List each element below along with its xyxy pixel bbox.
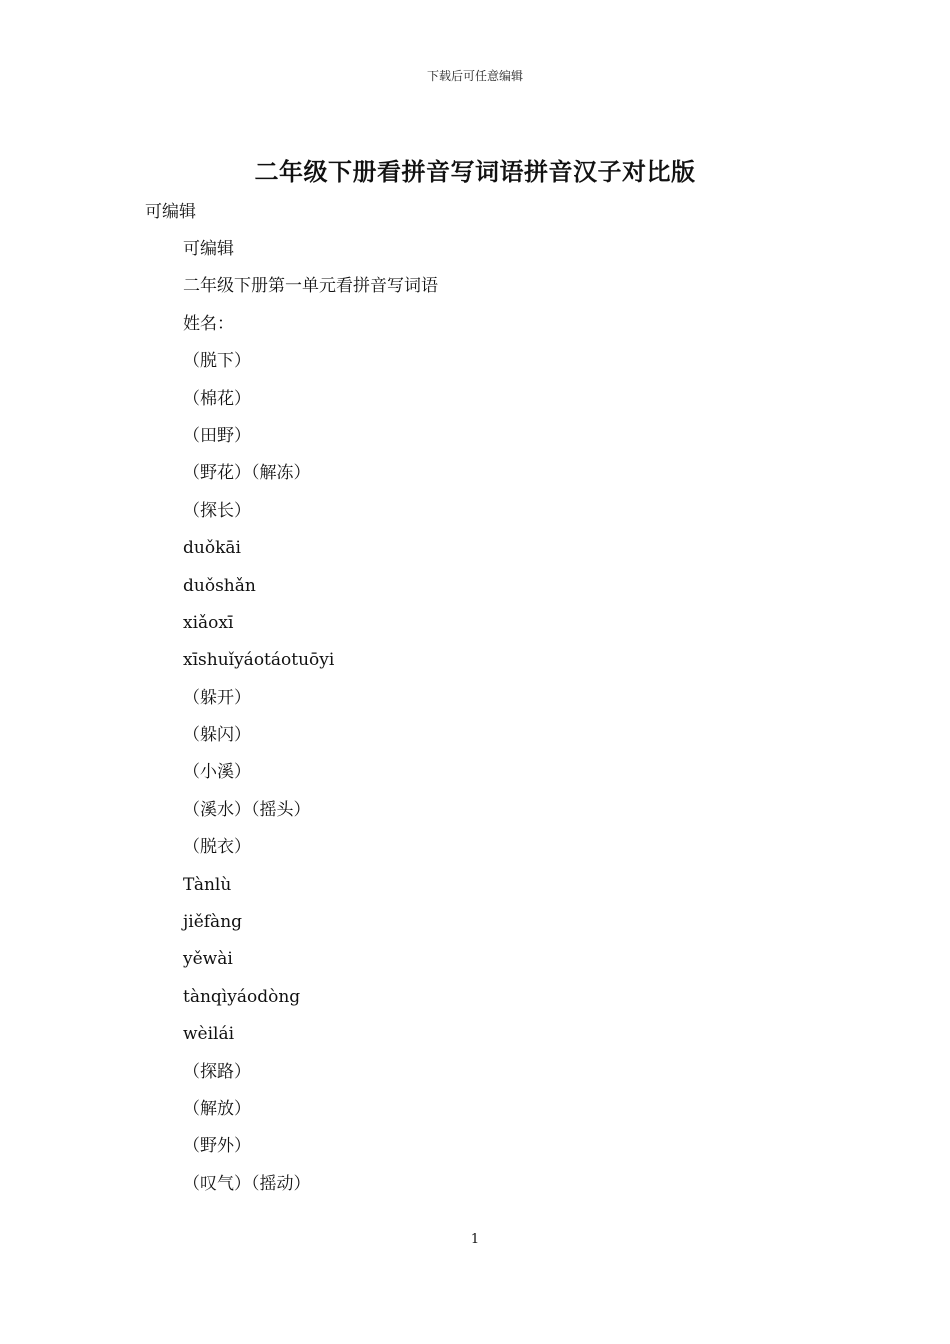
text-line: （解放） bbox=[183, 1098, 251, 1119]
text-line: （探路） bbox=[183, 1061, 251, 1082]
text-line: 姓名： bbox=[183, 313, 234, 334]
text-line: （探长） bbox=[183, 500, 251, 521]
text-line: （脱衣） bbox=[183, 837, 251, 858]
text-line: （棉花） bbox=[183, 388, 251, 409]
text-line: （小溪） bbox=[183, 762, 251, 783]
document-title: 二年级下册看拼音写词语拼音汉子对比版 bbox=[254, 157, 696, 186]
text-line: （野花）（解冻） bbox=[183, 463, 311, 484]
text-line: duǒshǎn bbox=[183, 575, 256, 596]
page-header: 下载后可任意编辑 bbox=[426, 69, 523, 83]
text-line: （田野） bbox=[183, 425, 251, 446]
text-line: 二年级下册第一单元看拼音写词语 bbox=[183, 276, 438, 297]
text-line: duǒkāi bbox=[183, 538, 241, 559]
text-line: （叹气）（摇动） bbox=[183, 1173, 311, 1194]
text-line: tànqìyáodòng bbox=[183, 986, 301, 1007]
text-line: yěwài bbox=[183, 949, 233, 970]
editable-note: 可编辑 bbox=[145, 202, 196, 222]
text-line: （躲闪） bbox=[183, 725, 251, 746]
text-line: xīshuǐyáotáotuōyi bbox=[183, 650, 335, 671]
text-line: （野外） bbox=[183, 1136, 251, 1157]
text-line: （溪水）（摇头） bbox=[183, 799, 311, 820]
text-line: （躲开） bbox=[183, 687, 251, 708]
page-number: 1 bbox=[470, 1232, 480, 1247]
text-line: 可编辑 bbox=[183, 239, 234, 259]
text-line: Tànlù bbox=[183, 874, 232, 895]
text-line: wèilái bbox=[183, 1024, 235, 1045]
text-line: （脱下） bbox=[183, 351, 251, 372]
exercise-lines bbox=[183, 237, 438, 1209]
text-line: xiǎoxī bbox=[183, 612, 234, 633]
text-line: jiěfàng bbox=[183, 912, 243, 933]
